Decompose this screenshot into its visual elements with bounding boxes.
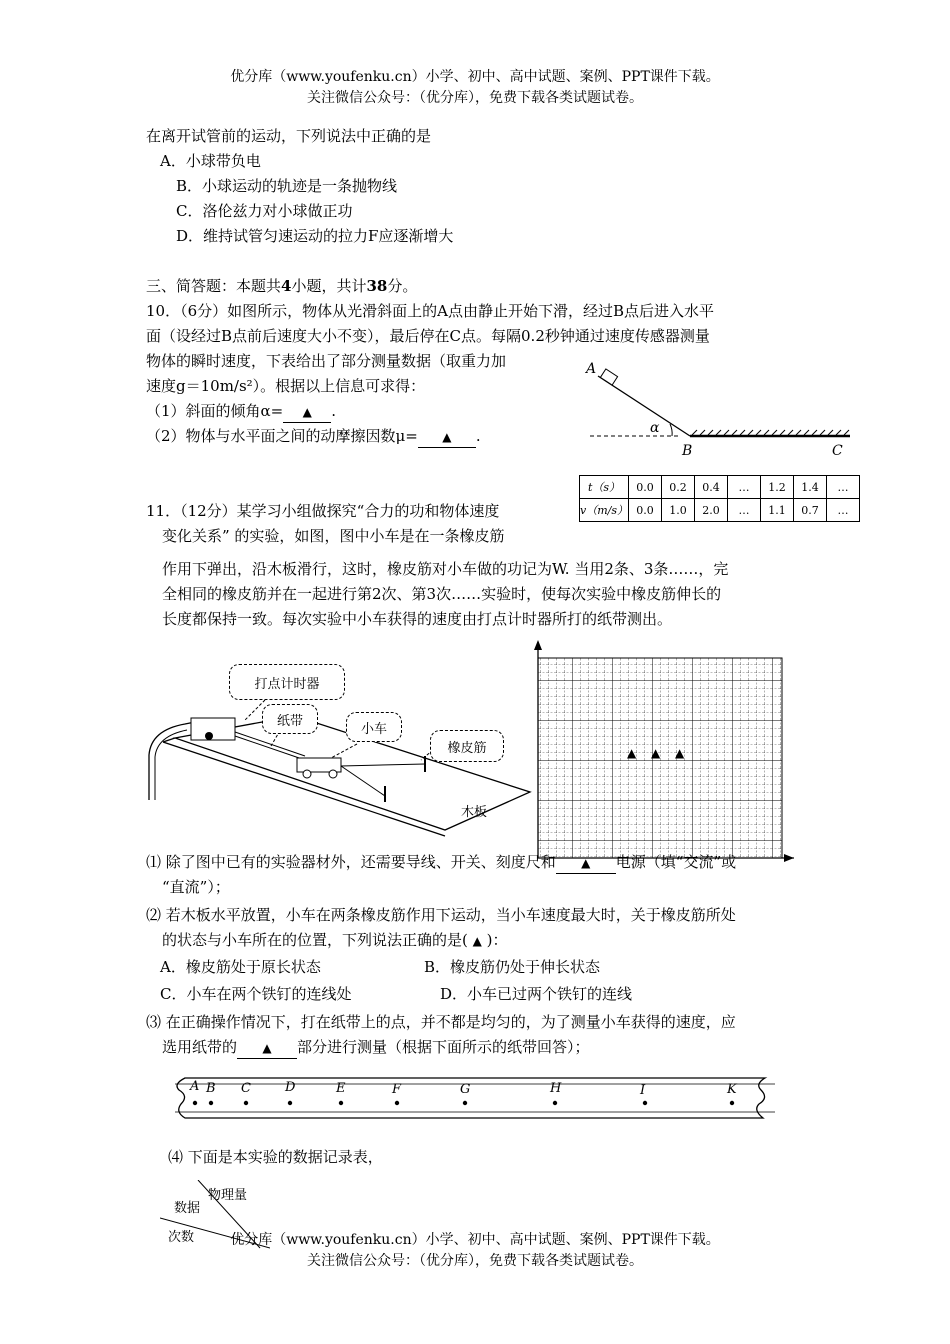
q9-option-d: D．维持试管匀速运动的拉力F应逐渐增大	[176, 227, 454, 245]
q10-sub-2-text: （2）物体与水平面之间的动摩擦因数μ=	[146, 427, 418, 445]
rubber-label-box: 橡皮筋	[430, 730, 504, 762]
q11-part2-option-b: B．橡皮筋仍处于伸长状态	[424, 958, 601, 976]
q10-line-2: 面（设经过B点前后速度大小不变），最后停在C点。每隔0.2秒钟通过速度传感器测量	[146, 327, 710, 345]
q11-part2-option-a: A．橡皮筋处于原长状态	[160, 958, 321, 976]
footer-line-2: 关注微信公众号：（优分库），免费下载各类试题试卷。	[307, 1253, 643, 1269]
triangle-marker-icon: ▲	[442, 430, 452, 444]
timer-label-box: 打点计时器	[229, 664, 345, 700]
q11-part2-line-1: ⑵ 若木板水平放置，小车在两条橡皮筋作用下运动，当小车速度最大时，关于橡皮筋所处	[146, 906, 736, 924]
grid-marker: ▲	[651, 746, 661, 760]
paper-tape-figure	[165, 1070, 785, 1126]
table-row-time	[580, 476, 860, 499]
block-icon	[600, 369, 617, 385]
q10-line-3: 物体的瞬时速度，下表给出了部分测量数据（取重力加	[146, 352, 507, 370]
angle-arc	[670, 424, 672, 436]
tape-dot-f	[395, 1101, 399, 1105]
q11-part2-text: 的状态与小车所在的位置，下列说法正确的是(	[162, 931, 468, 949]
t-header: t（s）	[580, 476, 629, 499]
q11-line-3: 作用下弹出，沿木板滑行，这时，橡皮筋对小车做的功记为W. 当用2条、3条……，完	[162, 560, 729, 578]
triangle-marker-icon[interactable]: ▲	[472, 934, 482, 948]
triangle-marker-icon: ▲	[581, 856, 591, 870]
q10-answer-blank-1[interactable]	[283, 401, 331, 423]
surface-hatching	[692, 430, 849, 435]
q11-answer-blank-1[interactable]	[556, 852, 616, 874]
header-line-2: 关注微信公众号：（优分库），免费下载各类试题试卷。	[307, 90, 643, 106]
tape-dot-i	[643, 1101, 647, 1105]
tape-label-box: 纸带	[262, 704, 318, 734]
section3-middle: 小题，共计	[291, 277, 367, 295]
table-cell: 0.4	[695, 476, 728, 499]
board-label: 木板	[461, 805, 488, 820]
q11-answer-blank-3[interactable]	[237, 1037, 297, 1059]
q10-answer-blank-2[interactable]	[418, 426, 476, 448]
tape-dot-c	[244, 1101, 248, 1105]
timer-knob-icon	[205, 732, 213, 740]
tape-dot-e	[339, 1101, 343, 1105]
q11-part2-line-2	[162, 930, 508, 951]
tape-dot-h	[553, 1101, 557, 1105]
table-cell: …	[827, 499, 860, 522]
table-cell: …	[827, 476, 860, 499]
tape-dot-k	[730, 1101, 734, 1105]
v-header: v（m/s）	[580, 499, 629, 522]
alpha-label: α	[650, 420, 660, 436]
velocity-table	[579, 475, 860, 522]
section3-suffix: 分。	[387, 277, 418, 295]
table-head-quantity: 物理量	[208, 1188, 248, 1203]
q9-option-c: C．洛伦兹力对小球做正功	[176, 202, 353, 220]
q9-stem-tail: 在离开试管前的运动，下列说法中正确的是	[146, 127, 432, 145]
tape-label-b: B	[206, 1081, 216, 1096]
q11-part3-line-2	[162, 1037, 590, 1059]
section3-prefix: 三、简答题：本题共	[146, 277, 282, 295]
cart-wheel-icon	[329, 770, 337, 778]
q10-line-4: 速度g＝10m/s²）。根据以上信息可求得：	[146, 377, 426, 395]
table-cell: 2.0	[695, 499, 728, 522]
table-cell: 1.0	[662, 499, 695, 522]
table-head-data: 数据	[174, 1201, 201, 1216]
triangle-marker-icon: ▲	[302, 405, 312, 419]
cart-wheel-icon	[303, 770, 311, 778]
point-c-label: C	[832, 443, 843, 459]
table-cell: …	[728, 476, 761, 499]
grid-marker: ▲	[627, 746, 637, 760]
q11-part2-close: )：	[486, 931, 508, 949]
table-cell: 0.0	[629, 476, 662, 499]
cart-label-box: 小车	[346, 712, 402, 742]
tape-label-a: A	[190, 1079, 200, 1094]
q11-part3-line-1: ⑶ 在正确操作情况下，打在纸带上的点，并不都是均匀的，为了测量小车获得的速度，应	[146, 1013, 736, 1031]
q11-part1-text-c: “直流”）；	[162, 878, 230, 896]
table-cell: 1.2	[761, 476, 794, 499]
tape-dot-b	[209, 1101, 213, 1105]
q10-line-1: 10．（6分）如图所示，物体从光滑斜面上的A点由静止开始下滑，经过B点后进入水平	[146, 302, 714, 320]
point-a-label: A	[586, 361, 597, 377]
q11-part1-line	[146, 852, 816, 874]
tape-label-h: H	[550, 1081, 562, 1096]
q11-line-1: 11．（12分）某学习小组做探究“合力的功和物体速度	[146, 502, 500, 520]
tape-label-d: D	[285, 1080, 296, 1095]
q11-line-2: 变化关系” 的实验，如图，图中小车是在一条橡皮筋	[162, 527, 505, 545]
q11-part3-text-b: 部分进行测量（根据下面所示的纸带回答）；	[297, 1038, 590, 1056]
incline-figure	[580, 358, 860, 460]
tape-dot-d	[288, 1101, 292, 1105]
table-cell: 0.0	[629, 499, 662, 522]
q11-part2-option-d: D．小车已过两个铁钉的连线	[440, 985, 633, 1003]
table-cell: 1.1	[761, 499, 794, 522]
point-b-label: B	[682, 443, 693, 459]
section3-score: 38	[366, 277, 388, 295]
q11-part3-text-a: 选用纸带的	[162, 1038, 238, 1056]
tape-dot-a	[193, 1101, 197, 1105]
q11-part2-option-c: C．小车在两个铁钉的连线处	[160, 985, 352, 1003]
y-axis-arrow-icon	[534, 640, 542, 650]
q9-option-a: A．小球带负电	[160, 152, 261, 170]
header-line-1: 优分库（www.youfenku.cn）小学、初中、高中试题、案例、PPT课件下载。	[230, 69, 720, 85]
tape-dot-g	[463, 1101, 467, 1105]
section3-heading	[146, 276, 417, 296]
tape-label-i: I	[640, 1083, 646, 1098]
q11-line-5: 长度都保持一致。每次实验中小车获得的速度由打点计时器所打的纸带测出。	[162, 610, 673, 628]
q9-option-b: B．小球运动的轨迹是一条抛物线	[176, 177, 398, 195]
q10-sub-1: （1）斜面的倾角α= ▲ .	[146, 401, 336, 423]
q11-part1-text-b: 电源（填“交流”或	[615, 853, 737, 871]
q11-line-4: 全相同的橡皮筋并在一起进行第2次、第3次……实验时，使每次实验中橡皮筋伸长的	[162, 585, 722, 603]
timer-device	[191, 718, 235, 740]
q10-sub-2: （2）物体与水平面之间的动摩擦因数μ= ▲ .	[146, 426, 481, 448]
grid-marker: ▲	[675, 746, 685, 760]
section3-count: 4	[281, 277, 292, 295]
triangle-marker-icon: ▲	[262, 1041, 272, 1055]
q11-part4-text: ⑷ 下面是本实验的数据记录表，	[168, 1148, 383, 1166]
tape-label-c: C	[241, 1081, 251, 1096]
table-cell: 0.7	[794, 499, 827, 522]
table-cell: …	[728, 499, 761, 522]
table-row-velocity	[580, 499, 860, 522]
table-cell: 0.2	[662, 476, 695, 499]
graph-paper	[532, 640, 794, 862]
footer-line-1: 优分库（www.youfenku.cn）小学、初中、高中试题、案例、PPT课件下载。	[230, 1232, 720, 1248]
q11-part1-text-a: ⑴ 除了图中已有的实验器材外，还需要导线、开关、刻度尺和	[146, 853, 556, 871]
tape-label-f: F	[392, 1082, 402, 1097]
tape-label-g: G	[460, 1082, 471, 1097]
tape-label-e: E	[336, 1081, 346, 1096]
q10-sub-1-text: （1）斜面的倾角α=	[146, 402, 284, 420]
table-head-times: 次数	[168, 1230, 195, 1245]
tape-label-k: K	[727, 1082, 737, 1097]
table-cell: 1.4	[794, 476, 827, 499]
